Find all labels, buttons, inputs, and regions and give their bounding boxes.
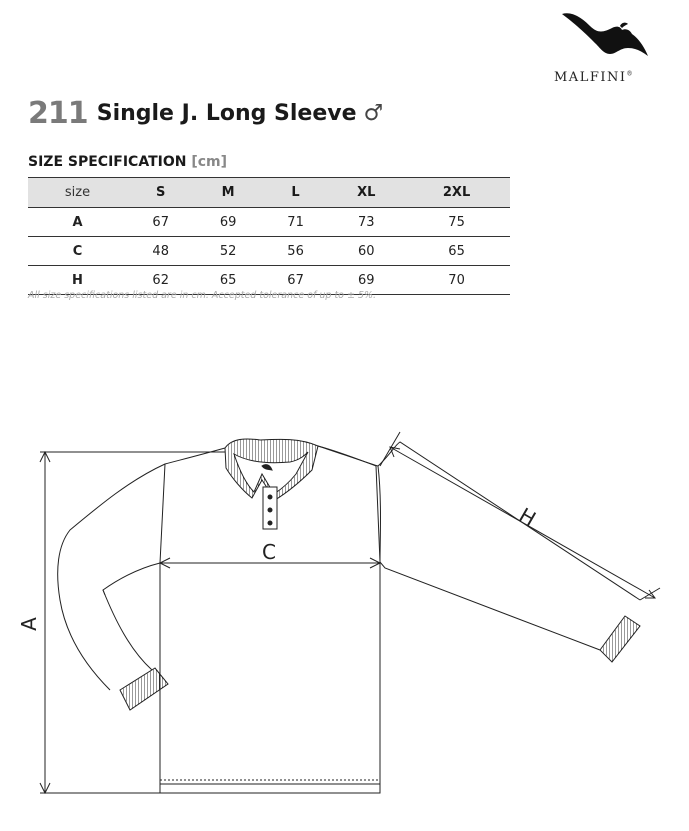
malfini-logo xyxy=(554,8,660,84)
size-spec-heading: SIZE SPECIFICATION [cm] xyxy=(28,154,228,170)
dimension-label-a: A xyxy=(16,617,41,631)
row-label: A xyxy=(28,208,127,237)
column-header: size xyxy=(28,178,127,208)
size-table xyxy=(28,177,510,295)
table-cell: 48 xyxy=(127,237,194,266)
garment-diagram xyxy=(0,420,689,831)
table-cell: 67 xyxy=(262,266,329,295)
table-cell: 56 xyxy=(262,237,329,266)
table-cell: 69 xyxy=(194,208,261,237)
column-header: L xyxy=(262,178,329,208)
row-label: H xyxy=(28,266,127,295)
product-name: Single J. Long Sleeve xyxy=(96,101,357,126)
table-cell: 75 xyxy=(403,208,510,237)
dimension-label-c: C xyxy=(262,540,276,564)
product-number: 211 xyxy=(28,96,88,131)
table-cell: 71 xyxy=(262,208,329,237)
table-cell: 70 xyxy=(403,266,510,295)
row-label: C xyxy=(28,237,127,266)
male-symbol-icon: ♂ xyxy=(363,101,384,126)
table-cell: 65 xyxy=(194,266,261,295)
column-header: S xyxy=(127,178,194,208)
dimension-label-h: H xyxy=(515,502,541,532)
column-header: XL xyxy=(329,178,403,208)
table-cell: 60 xyxy=(329,237,403,266)
table-cell: 62 xyxy=(127,266,194,295)
table-header-row xyxy=(28,178,510,208)
column-header: M xyxy=(194,178,261,208)
table-cell: 52 xyxy=(194,237,261,266)
tolerance-note: All size specifications listed are in cm. Accepted tolerance of up to ± 5%. xyxy=(28,290,377,301)
table-cell: 67 xyxy=(127,208,194,237)
table-row xyxy=(28,237,510,266)
table-cell: 69 xyxy=(329,266,403,295)
table-cell: 73 xyxy=(329,208,403,237)
eagle-icon xyxy=(560,8,656,64)
product-title xyxy=(28,96,383,131)
table-cell: 65 xyxy=(403,237,510,266)
brand-name: MALFINI® xyxy=(554,70,634,85)
column-header: 2XL xyxy=(403,178,510,208)
table-row xyxy=(28,208,510,237)
